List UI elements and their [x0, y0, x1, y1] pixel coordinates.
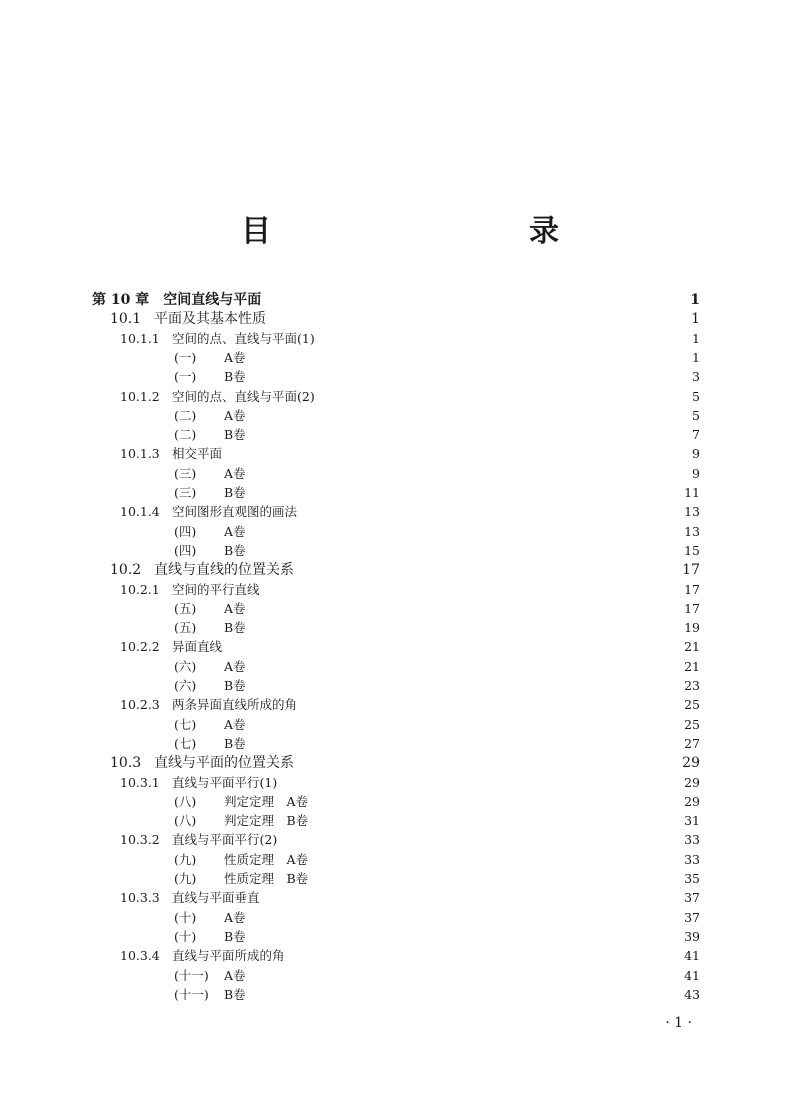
toc-entry[interactable] — [174, 715, 700, 735]
toc-entry[interactable] — [174, 734, 700, 754]
toc-entry-number: 10.1.1 — [120, 330, 160, 346]
toc-entry-title: B卷 — [224, 369, 246, 385]
toc-entry-number: (一) — [174, 349, 197, 365]
toc-entry-page: 27 — [684, 735, 700, 751]
toc-entry[interactable] — [110, 309, 700, 329]
toc-entry-label — [174, 483, 246, 503]
toc-entry-number: (八) — [174, 813, 197, 829]
toc-entry-title: 直线与平面平行(2) — [172, 832, 278, 848]
toc-entry-page: 1 — [692, 349, 700, 365]
dot-leader — [303, 695, 678, 715]
toc-entry-label — [174, 869, 308, 889]
toc-entry-label — [174, 367, 246, 387]
toc-entry-title: 判定定理 B卷 — [224, 813, 309, 829]
toc-entry[interactable] — [174, 464, 700, 484]
toc-entry-label — [174, 927, 246, 947]
toc-entry[interactable] — [174, 425, 700, 445]
dot-leader — [252, 676, 678, 696]
toc-entry-label — [120, 444, 222, 464]
toc-entry-number: 10.3 — [110, 755, 142, 772]
toc-entry-title: B卷 — [224, 427, 246, 443]
toc-entry-label — [174, 985, 246, 1005]
toc-entry[interactable] — [174, 522, 700, 542]
toc-entry-page: 23 — [684, 678, 700, 693]
toc-entry-label — [174, 464, 246, 484]
toc-entry-page: 7 — [692, 427, 700, 443]
dot-leader — [300, 753, 676, 773]
dot-leader — [252, 618, 678, 638]
toc-entry-number: 10.1 — [110, 311, 142, 328]
toc-entry-title: 判定定理 A卷 — [224, 793, 309, 809]
toc-entry-label — [174, 850, 308, 870]
toc-entry-title: 直线与平面的位置关系 — [154, 755, 294, 772]
toc-entry-page: 29 — [682, 755, 700, 772]
toc-entry[interactable] — [174, 348, 700, 368]
dot-leader — [252, 966, 679, 986]
toc-entry-page: 35 — [684, 871, 700, 886]
toc-entry-title: A卷 — [224, 658, 246, 674]
toc-entry-label — [110, 309, 266, 329]
toc-entry-title: B卷 — [224, 678, 246, 693]
toc-entry-page: 21 — [684, 639, 700, 655]
toc-entry-page: 37 — [684, 909, 700, 925]
toc-entry-page: 21 — [684, 658, 700, 674]
toc-entry-label — [120, 329, 315, 349]
toc-entry[interactable] — [174, 599, 700, 619]
toc-entry[interactable] — [110, 560, 700, 580]
dot-leader — [252, 908, 679, 928]
dot-leader — [228, 444, 680, 464]
toc-entry[interactable] — [120, 444, 700, 464]
toc-entry-number: 10.1.2 — [120, 388, 160, 404]
toc-entry-label — [174, 541, 246, 561]
toc-entry-title: A卷 — [224, 909, 246, 925]
dot-leader — [252, 367, 680, 387]
toc-entry-label — [174, 908, 246, 928]
toc-entry-label — [120, 830, 277, 850]
toc-entry-label — [120, 888, 260, 908]
dot-leader — [252, 599, 679, 619]
toc-entry-label — [174, 599, 246, 619]
toc-entry-title: 空间的点、直线与平面(1) — [172, 330, 315, 346]
toc-entry-label — [174, 425, 246, 445]
toc-entry[interactable] — [174, 792, 700, 812]
dot-leader — [228, 637, 678, 657]
toc-entry-title: A卷 — [224, 716, 246, 732]
dot-leader — [252, 406, 680, 426]
toc-entry-title: A卷 — [224, 523, 246, 539]
toc-entry-label — [110, 560, 294, 580]
dot-leader — [266, 888, 679, 908]
toc-entry-number: (七) — [174, 735, 197, 751]
toc-entry-label — [120, 387, 315, 407]
toc-entry-label — [174, 676, 246, 696]
toc-entry[interactable] — [174, 927, 700, 947]
toc-entry-label — [174, 792, 308, 812]
dot-leader — [266, 580, 679, 600]
dot-leader — [252, 985, 678, 1005]
page-title: 目 录 — [241, 214, 625, 249]
toc-entry-number: (六) — [174, 678, 197, 693]
toc-entry-title: A卷 — [224, 967, 246, 983]
toc-entry[interactable] — [110, 753, 700, 773]
toc-entry-title: 直线与平面垂直 — [172, 890, 260, 906]
toc-entry-title: A卷 — [224, 465, 246, 481]
page-number: · 1 · — [665, 1015, 692, 1031]
toc-entry-page: 9 — [692, 446, 700, 462]
toc-entry[interactable] — [120, 387, 700, 407]
toc-entry-label — [92, 290, 261, 310]
toc-entry-page: 17 — [682, 562, 700, 579]
toc-entry-title: 直线与直线的位置关系 — [154, 562, 294, 579]
toc-entry-number: (六) — [174, 658, 197, 674]
toc-entry-label — [120, 695, 297, 715]
toc-entry-number: 10.2.2 — [120, 639, 160, 655]
toc-entry-page: 39 — [684, 928, 700, 944]
dot-leader — [314, 811, 678, 831]
dot-leader — [252, 541, 678, 561]
dot-leader — [252, 464, 680, 484]
dot-leader — [321, 329, 680, 349]
toc-entry-title: A卷 — [224, 349, 246, 365]
toc-entry-number: 10.1.3 — [120, 446, 160, 462]
toc-entry[interactable] — [120, 946, 700, 966]
toc-entry[interactable] — [92, 290, 700, 310]
toc-entry-number: (一) — [174, 369, 197, 385]
toc-entry-number: 第 10 章 — [92, 292, 150, 308]
toc-entry-number: 10.2 — [110, 562, 142, 579]
toc-entry-page: 19 — [684, 620, 700, 636]
toc-entry-number: (二) — [174, 407, 197, 423]
toc-entry-page: 1 — [691, 311, 700, 328]
toc-entry-number: (七) — [174, 716, 197, 732]
toc-entry-page: 41 — [684, 948, 700, 964]
toc-entry[interactable] — [174, 618, 700, 638]
toc-entry-page: 17 — [684, 600, 700, 616]
toc-entry-page: 1 — [692, 330, 700, 346]
toc-entry-label — [174, 811, 308, 831]
toc-entry[interactable] — [174, 908, 700, 928]
toc-entry-page: 13 — [684, 504, 700, 520]
toc-entry-page: 5 — [692, 407, 700, 423]
toc-entry-label — [120, 946, 285, 966]
dot-leader — [252, 734, 678, 754]
toc-entry-number: 10.2.1 — [120, 581, 160, 597]
toc-entry-label — [110, 753, 294, 773]
dot-leader — [252, 348, 680, 368]
toc-entry[interactable] — [120, 888, 700, 908]
toc-entry[interactable] — [120, 830, 700, 850]
toc-entry-page: 33 — [684, 851, 700, 867]
toc-entry-title: B卷 — [224, 928, 246, 944]
toc-entry-title: 直线与平面所成的角 — [172, 948, 285, 964]
toc-entry-label — [120, 580, 260, 600]
toc-entry-label — [120, 502, 297, 522]
toc-entry-number: (四) — [174, 542, 197, 558]
dot-leader — [252, 425, 680, 445]
toc-entry-number: (九) — [174, 871, 197, 886]
toc-entry-title: 空间的平行直线 — [172, 581, 260, 597]
toc-entry[interactable] — [174, 985, 700, 1005]
toc-entry-title: B卷 — [224, 986, 246, 1002]
toc-entry[interactable] — [174, 406, 700, 426]
toc-entry-page: 37 — [684, 890, 700, 906]
dot-leader — [272, 309, 680, 329]
toc-entry-page: 29 — [684, 793, 700, 809]
toc-entry-label — [120, 637, 222, 657]
toc-entry-label — [174, 715, 246, 735]
toc-entry[interactable] — [174, 483, 700, 503]
toc-entry-label — [120, 773, 277, 793]
toc-entry-page: 41 — [684, 967, 700, 983]
toc-entry-page: 25 — [684, 716, 700, 732]
dot-leader — [252, 483, 678, 503]
toc-entry-number: (十) — [174, 928, 197, 944]
toc-entry-number: 10.3.2 — [120, 832, 160, 848]
toc-entry-label — [174, 348, 246, 368]
toc-entry-page: 33 — [684, 832, 700, 848]
toc-entry[interactable] — [174, 367, 700, 387]
toc-entry-title: 空间的点、直线与平面(2) — [172, 388, 315, 404]
toc-entry-number: (十一) — [174, 967, 209, 983]
toc-entry-title: B卷 — [224, 542, 246, 558]
dot-leader — [252, 522, 679, 542]
dot-leader — [314, 850, 678, 870]
toc-entry-title: 空间图形直观图的画法 — [172, 504, 298, 520]
toc-entry-title: 平面及其基本性质 — [154, 311, 266, 328]
dot-leader — [300, 560, 676, 580]
toc-entry-page: 11 — [684, 485, 700, 500]
dot-leader — [314, 869, 678, 889]
toc-entry-number: (三) — [174, 485, 197, 500]
dot-leader — [321, 387, 680, 407]
toc-entry-number: (二) — [174, 427, 197, 443]
toc-entry-number: (五) — [174, 600, 197, 616]
toc-entry-number: (九) — [174, 851, 197, 867]
dot-leader — [283, 773, 678, 793]
dot-leader — [303, 502, 678, 522]
toc-entry-number: 10.3.3 — [120, 890, 160, 906]
toc-entry[interactable] — [120, 502, 700, 522]
toc-entry-label — [174, 406, 246, 426]
toc-entry-number: 10.2.3 — [120, 697, 160, 713]
toc-entry-page: 13 — [684, 523, 700, 539]
toc-entry-title: B卷 — [224, 485, 246, 500]
toc-entry[interactable] — [120, 329, 700, 349]
toc-entry-page: 31 — [684, 813, 700, 829]
toc-entry[interactable] — [174, 850, 700, 870]
toc-entry-title: A卷 — [224, 407, 246, 423]
toc-entry[interactable] — [174, 966, 700, 986]
toc-entry-title: B卷 — [224, 735, 246, 751]
toc-entry-number: (十一) — [174, 986, 209, 1002]
dot-leader — [314, 792, 678, 812]
toc-entry-title: 性质定理 B卷 — [224, 871, 309, 886]
toc-entry-page: 1 — [690, 292, 700, 308]
toc-entry-page: 5 — [692, 388, 700, 404]
toc-entry-page: 43 — [684, 986, 700, 1002]
toc-entry-title: 直线与平面平行(1) — [172, 774, 278, 790]
toc-entry-label — [174, 522, 246, 542]
toc-entry-label — [174, 966, 246, 986]
dot-leader — [252, 927, 678, 947]
toc-entry-page: 29 — [684, 774, 700, 790]
toc-entry[interactable] — [174, 676, 700, 696]
toc-entry-number: 10.1.4 — [120, 504, 160, 520]
toc-entry-page: 9 — [692, 465, 700, 481]
toc-entry-number: (三) — [174, 465, 197, 481]
toc-entry-page: 17 — [684, 581, 700, 597]
toc-entry[interactable] — [174, 541, 700, 561]
toc-entry-label — [174, 657, 246, 677]
toc-entry-number: (五) — [174, 620, 197, 636]
toc-entry[interactable] — [174, 657, 700, 677]
toc-entry[interactable] — [120, 580, 700, 600]
toc-entry-number: (四) — [174, 523, 197, 539]
toc-entry-label — [174, 618, 246, 638]
dot-leader — [283, 830, 678, 850]
toc-entry[interactable] — [120, 637, 700, 657]
toc-entry-page: 25 — [684, 697, 700, 713]
toc-entry-title: 异面直线 — [172, 639, 223, 655]
dot-leader — [267, 290, 680, 310]
toc-entry-title: 空间直线与平面 — [163, 292, 262, 308]
toc-entry[interactable] — [174, 811, 700, 831]
toc-entry-title: B卷 — [224, 620, 246, 636]
toc-entry[interactable] — [120, 773, 700, 793]
toc-entry-title: 性质定理 A卷 — [224, 851, 309, 867]
toc-entry[interactable] — [174, 869, 700, 889]
dot-leader — [291, 946, 679, 966]
toc-entry-title: A卷 — [224, 600, 246, 616]
toc-entry-number: (十) — [174, 909, 197, 925]
toc-entry[interactable] — [120, 695, 700, 715]
toc-entry-page: 15 — [684, 542, 700, 558]
toc-entry-label — [174, 734, 246, 754]
toc-entry-number: 10.3.1 — [120, 774, 160, 790]
dot-leader — [252, 657, 679, 677]
toc-entry-title: 两条异面直线所成的角 — [172, 697, 298, 713]
toc-entry-number: (八) — [174, 793, 197, 809]
toc-entry-number: 10.3.4 — [120, 948, 160, 964]
dot-leader — [252, 715, 679, 735]
toc-entry-title: 相交平面 — [172, 446, 223, 462]
toc-entry-page: 3 — [692, 369, 700, 385]
